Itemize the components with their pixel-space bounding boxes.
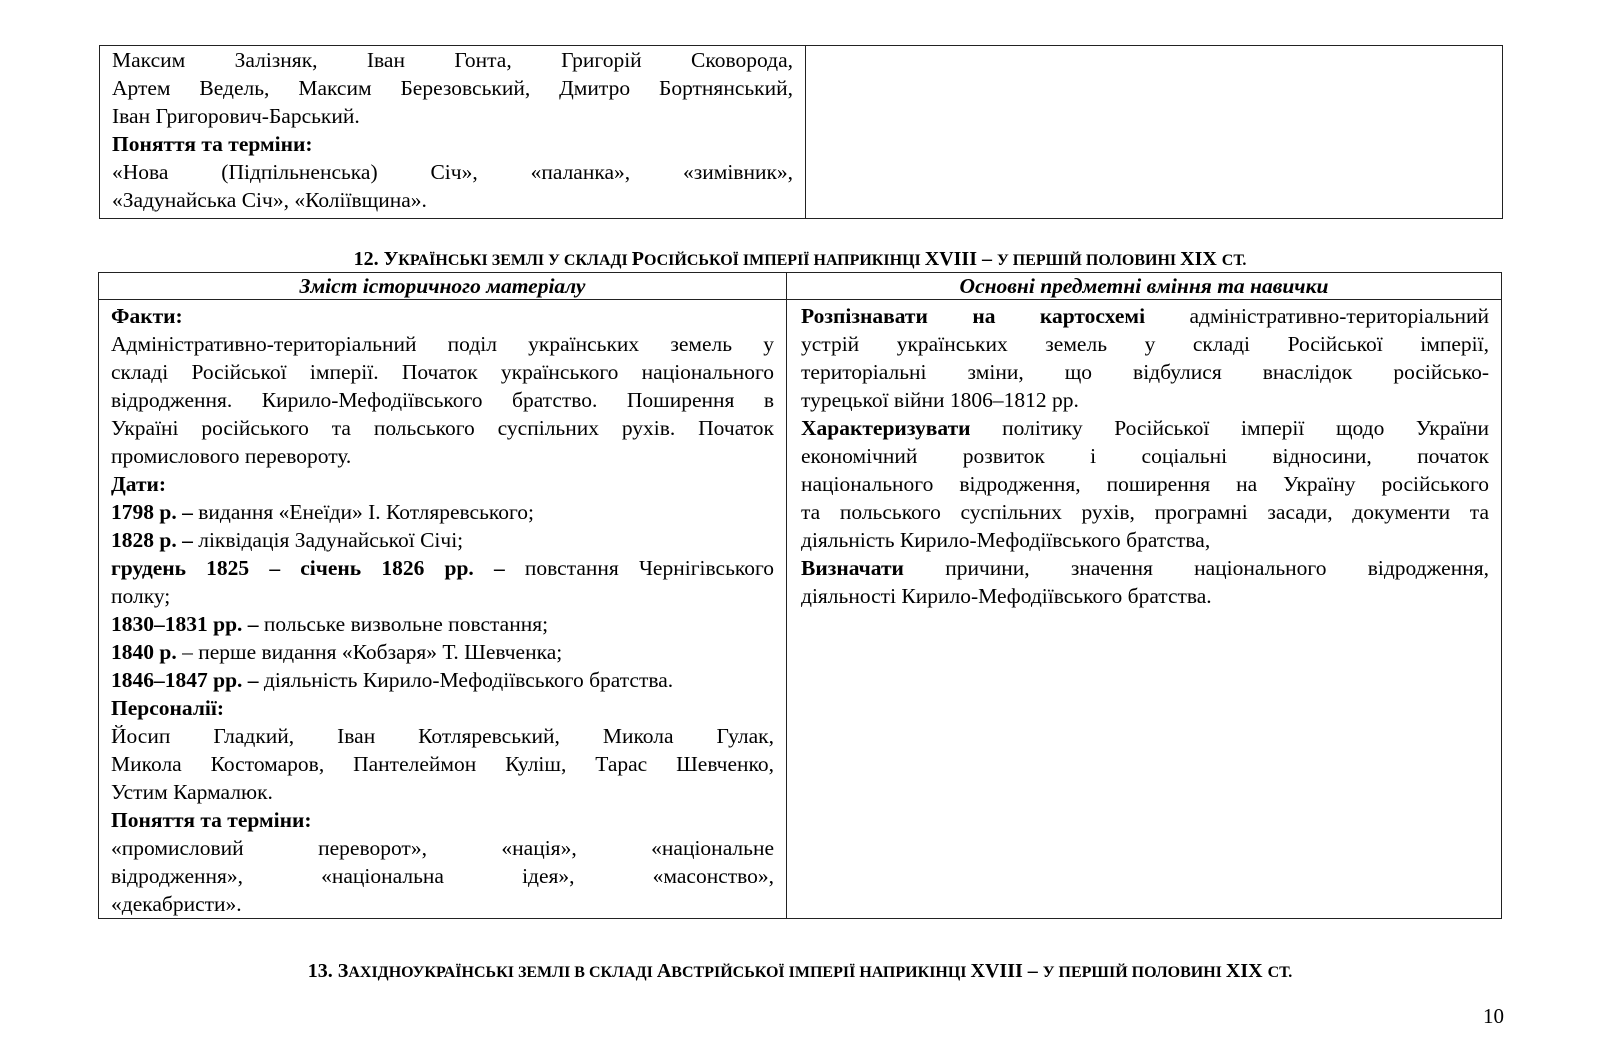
term: «промисловий xyxy=(111,836,244,860)
dates-heading: Дати: xyxy=(111,472,167,496)
skill-line: територіальні зміни, що відбулися внаслідок російсько- xyxy=(801,360,1489,384)
page-number: 10 xyxy=(1483,1004,1504,1028)
date-item xyxy=(111,526,774,554)
section-number: 13. xyxy=(307,960,333,982)
persons-line xyxy=(112,74,793,102)
skill-text: адміністративно-територіальний xyxy=(1189,304,1489,328)
person-name: Григорій Сковорода, xyxy=(561,48,793,72)
date-item xyxy=(111,666,774,694)
title-smallcaps: СТ. xyxy=(1267,964,1293,981)
term: «паланка», xyxy=(530,160,631,184)
person-name: Дмитро Бортнянський, xyxy=(559,76,794,100)
date-text: діяльність Кирило-Мефодіївського братства. xyxy=(258,668,674,692)
skill-line: національного відродження, поширення на Україну російського xyxy=(801,472,1489,496)
table-header-row xyxy=(99,273,1502,300)
title-cap: А xyxy=(656,960,672,982)
title-smallcaps: СТ. xyxy=(1221,252,1247,269)
date-item xyxy=(111,638,774,666)
top-table xyxy=(99,45,1503,219)
terms-line: «декабристи». xyxy=(111,892,242,916)
skill-line: діяльності Кирило-Мефодіївського братства. xyxy=(801,584,1212,608)
skill-line xyxy=(801,554,1489,582)
facts-line: відродження. Кирило-Мефодіївського братство. Поширення в xyxy=(111,388,774,412)
person-name: Микола Костомаров, xyxy=(111,752,325,776)
terms-line xyxy=(112,158,793,186)
title-smallcaps: КРАЇНСЬКІ ЗЕМЛІ У СКЛАДІ xyxy=(398,252,632,269)
person-name: Тарас Шевченко, xyxy=(595,752,775,776)
terms-heading: Поняття та терміни: xyxy=(112,132,313,156)
top-table-left-cell xyxy=(100,46,806,219)
term: «національна xyxy=(321,864,444,888)
column-header: Основні предметні вміння та навички xyxy=(787,273,1502,300)
column-header: Зміст історичного матеріалу xyxy=(99,273,787,300)
skill-line: та польського суспільних рухів, програмні засади, документи та xyxy=(801,500,1489,524)
skill-line: турецької війни 1806–1812 рр. xyxy=(801,388,1079,412)
date-item xyxy=(111,610,774,638)
skill-line xyxy=(801,302,1489,330)
title-smallcaps: У ПЕРШІЙ ПОЛОВИНІ xyxy=(1042,964,1226,981)
person-name: Максим Залізняк, xyxy=(112,48,318,72)
skill-verb: Характеризувати xyxy=(801,416,971,440)
persons-heading: Персоналії: xyxy=(111,696,225,720)
date-item xyxy=(111,498,774,526)
section-number: 12. xyxy=(353,248,379,270)
top-table-right-cell xyxy=(806,46,1503,219)
section-12-table xyxy=(98,272,1502,919)
person-name: Пантелеймон Куліш, xyxy=(353,752,567,776)
term: «національне xyxy=(651,836,775,860)
title-smallcaps: ОСІЙСЬКОЇ ІМПЕРІЇ НАПРИКІНЦІ xyxy=(643,252,925,269)
facts-heading: Факти: xyxy=(111,304,183,328)
person-name: Артем Ведель, xyxy=(112,76,270,100)
terms-line: «Задунайська Січ», «Коліївщина». xyxy=(112,188,427,212)
term: переворот», xyxy=(318,836,427,860)
title-cap: XIX xyxy=(1180,248,1222,270)
term: «нація», xyxy=(501,836,577,860)
skill-text: причини, значення національного відродження, xyxy=(945,556,1489,580)
terms-line xyxy=(111,834,774,862)
title-smallcaps: У ПЕРШІЙ ПОЛОВИНІ xyxy=(997,252,1181,269)
persons-line: Устим Кармалюк. xyxy=(111,780,273,804)
title-cap: Р xyxy=(631,248,644,270)
persons-line xyxy=(111,722,774,750)
skill-line: діяльність Кирило-Мефодіївського братства, xyxy=(801,528,1211,552)
title-cap: У xyxy=(383,248,399,270)
skill-text: політику Російської імперії щодо України xyxy=(1002,416,1489,440)
title-cap: XVIII – xyxy=(970,960,1043,982)
persons-line xyxy=(111,750,774,778)
person-name: Микола Гулак, xyxy=(602,724,774,748)
persons-line: Іван Григорович-Барський. xyxy=(112,104,360,128)
skill-line: устрій українських земель у складі Російської імперії, xyxy=(801,332,1489,356)
term: «Нова xyxy=(112,160,169,184)
section-12-title xyxy=(0,246,1600,274)
person-name: Іван Гонта, xyxy=(366,48,512,72)
term: «зимівник», xyxy=(682,160,794,184)
title-cap: XIX xyxy=(1225,960,1268,982)
date-item xyxy=(111,554,774,582)
facts-line: промислового перевороту. xyxy=(111,444,352,468)
content-cell xyxy=(99,300,787,919)
title-smallcaps: ВСТРІЙСЬКОЇ ІМПЕРІЇ НАПРИКІНЦІ xyxy=(671,964,971,981)
date-label: грудень 1825 – січень 1826 рр. – xyxy=(111,556,505,580)
date-text: польське визвольне повстання; xyxy=(258,612,549,636)
person-name: Йосип Гладкий, xyxy=(111,724,295,748)
date-text: – перше видання «Кобзаря» Т. Шевченка; xyxy=(176,640,563,664)
term: ідея», xyxy=(522,864,575,888)
term: відродження», xyxy=(111,864,244,888)
title-cap: З xyxy=(337,960,349,982)
person-name: Максим Березовський, xyxy=(298,76,531,100)
terms-heading: Поняття та терміни: xyxy=(111,808,312,832)
date-item-cont: полку; xyxy=(111,584,171,608)
term: Січ», xyxy=(430,160,478,184)
date-label: 1830–1831 рр. – xyxy=(111,612,259,636)
terms-line xyxy=(111,862,774,890)
section-13-title xyxy=(0,958,1600,986)
skill-verb: Визначати xyxy=(801,556,904,580)
skill-verb: Розпізнавати на картосхемі xyxy=(801,304,1146,328)
facts-line: Україні російського та польського суспільних рухів. Початок xyxy=(111,416,774,440)
date-label: 1828 р. – xyxy=(111,528,193,552)
term: (Підпільненська) xyxy=(221,160,378,184)
persons-line xyxy=(112,46,793,74)
date-label: 1846–1847 рр. – xyxy=(111,668,259,692)
date-text: повстання Чернігівського xyxy=(524,556,775,580)
date-label: 1840 р. xyxy=(111,640,177,664)
date-text: ліквідація Задунайської Січі; xyxy=(192,528,464,552)
title-cap: XVIII – xyxy=(924,248,997,270)
skill-line: економічний розвиток і соціальні відносини, початок xyxy=(801,444,1489,468)
facts-line: Адміністративно-територіальний поділ українських земель у xyxy=(111,332,774,356)
skill-line xyxy=(801,414,1489,442)
facts-line: складі Російської імперії. Початок українського національного xyxy=(111,360,774,384)
person-name: Іван Котляревський, xyxy=(337,724,560,748)
skills-cell xyxy=(787,300,1502,919)
term: «масонство», xyxy=(652,864,775,888)
title-smallcaps: АХІДНОУКРАЇНСЬКІ ЗЕМЛІ В СКЛАДІ xyxy=(348,964,657,981)
date-label: 1798 р. – xyxy=(111,500,193,524)
date-text: видання «Енеїди» І. Котляревського; xyxy=(192,500,535,524)
